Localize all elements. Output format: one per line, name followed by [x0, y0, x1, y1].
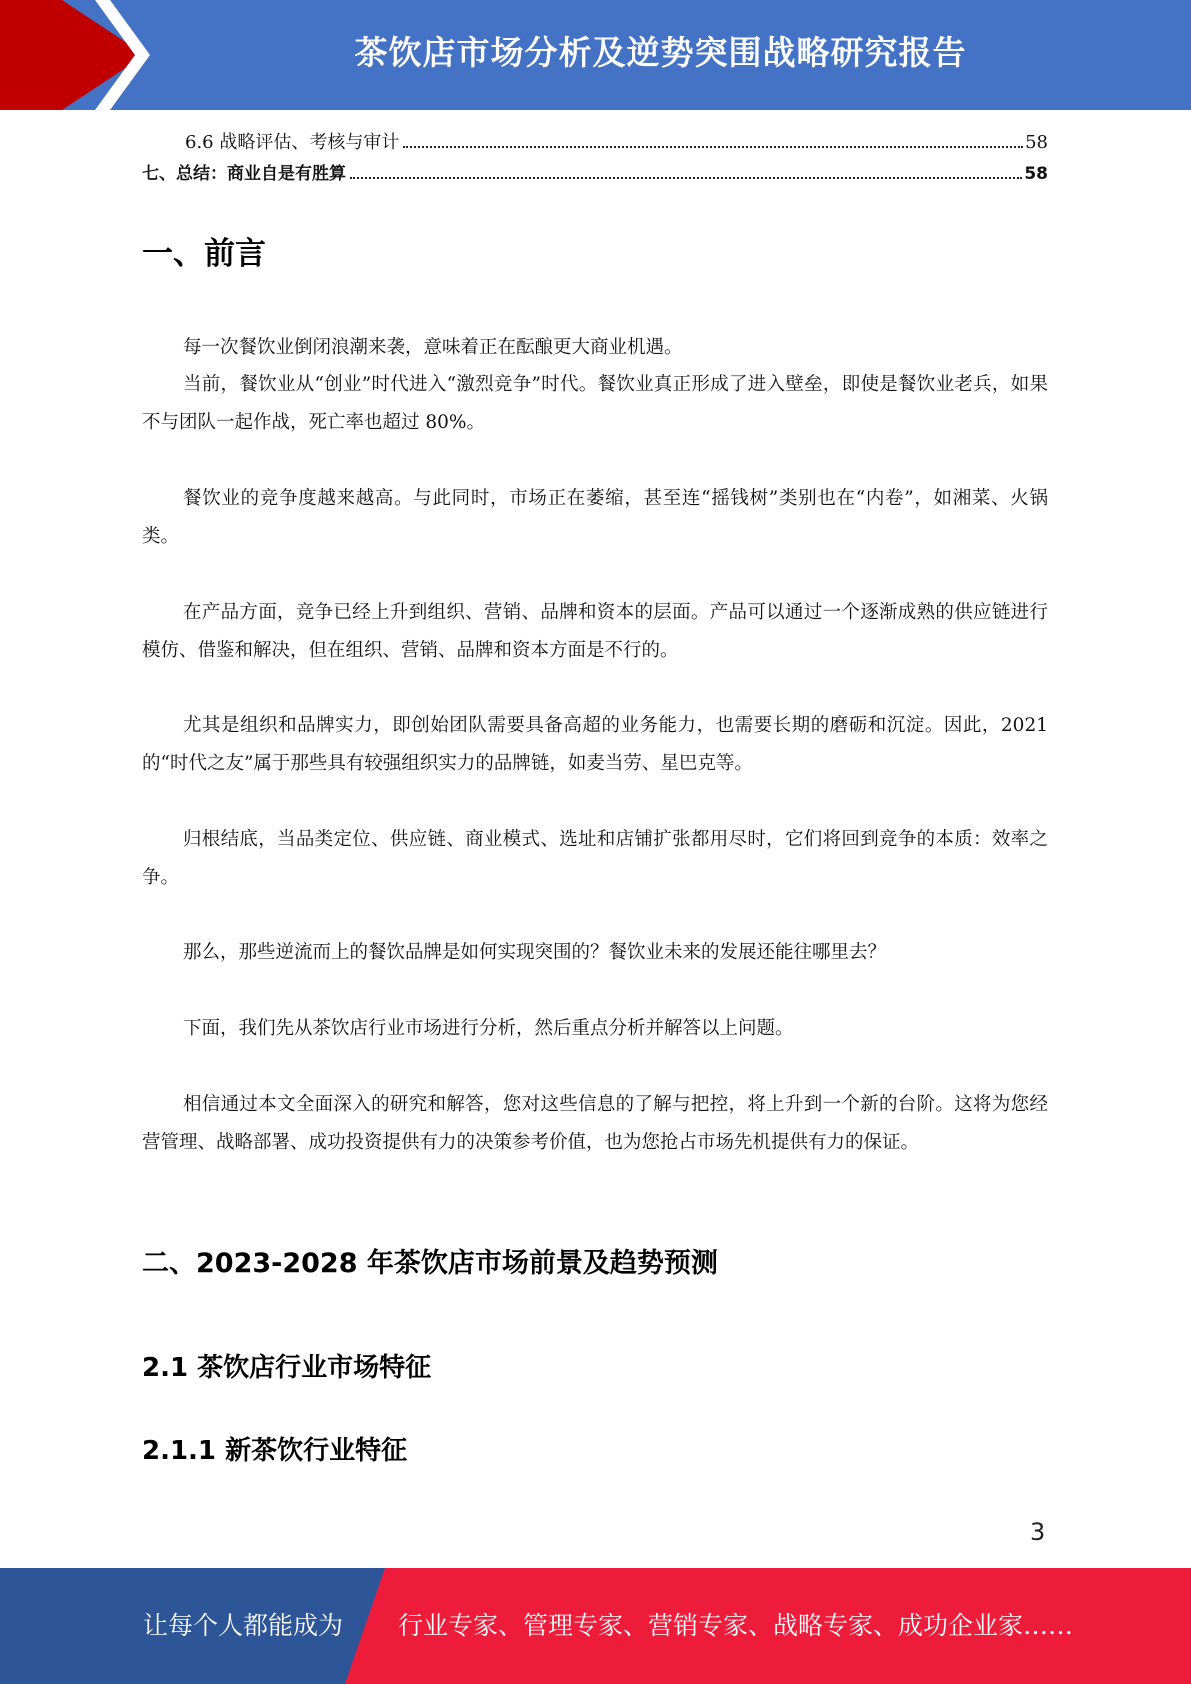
footer-banner: [0, 1568, 1191, 1684]
paragraph: 下面，我们先从茶饮店行业市场进行分析，然后重点分析并解答以上问题。: [183, 1018, 794, 1039]
report-title: 茶饮店市场分析及逆势突围战略研究报告: [354, 33, 967, 72]
paragraph: 当前，餐饮业从“创业”时代进入“激烈竞争”时代。餐饮业真正形成了进入壁垒，即使是餐饮业老兵，如果不与团队一起作战，死亡率也超过 80%。: [142, 374, 1048, 433]
footer-slogan-left: 让每个人都能成为: [143, 1611, 344, 1640]
toc-entry-label: 6.6 战略评估、考核与审计: [185, 132, 400, 153]
section-heading-preface: 一、前言: [142, 236, 266, 272]
paragraph: 餐饮业的竞争度越来越高。与此同时，市场正在萎缩，甚至连“摇钱树”类别也在“内卷”，如湘菜、火锅类。: [142, 488, 1048, 547]
subsection-heading-2-1: 2.1 茶饮店行业市场特征: [142, 1353, 432, 1383]
toc-entry[interactable]: [185, 130, 1048, 156]
toc-entry-label: 七、总结：商业自是有胜算: [142, 164, 346, 184]
paragraph: 尤其是组织和品牌实力，即创始团队需要具备高超的业务能力，也需要长期的磨砺和沉淀。因此，2021 的“时代之友”属于那些具有较强组织实力的品牌链，如麦当劳、星巴克等。: [142, 715, 1048, 774]
section-heading-2: 二、2023-2028 年茶饮店市场前景及趋势预测: [142, 1248, 718, 1279]
header-banner: [0, 0, 1191, 110]
toc-entry-page: 58: [1025, 132, 1048, 153]
subsection-heading-2-1-1: 2.1.1 新茶饮行业特征: [142, 1436, 408, 1466]
paragraph: 归根结底，当品类定位、供应链、商业模式、选址和店铺扩张都用尽时，它们将回到竞争的本质：效率之争。: [142, 829, 1048, 888]
paragraph: 相信通过本文全面深入的研究和解答，您对这些信息的了解与把控，将上升到一个新的台阶。这将为您经营管理、战略部署、成功投资提供有力的决策参考价值，也为您抢占市场先机提供有力的保证。: [142, 1094, 1048, 1153]
page-number: 3: [1030, 1518, 1046, 1546]
toc-entry-page: 58: [1024, 164, 1048, 184]
paragraph: 那么，那些逆流而上的餐饮品牌是如何实现突围的？餐饮业未来的发展还能往哪里去？: [183, 942, 887, 963]
paragraph: 每一次餐饮业倒闭浪潮来袭，意味着正在酝酿更大商业机遇。: [183, 337, 683, 358]
toc-entry[interactable]: [142, 161, 1048, 187]
toc-leader: [350, 177, 1022, 179]
paragraph: 在产品方面，竞争已经上升到组织、营销、品牌和资本的层面。产品可以通过一个逐渐成熟的供应链进行模仿、借鉴和解决，但在组织、营销、品牌和资本方面是不行的。: [142, 602, 1048, 661]
footer-slogan-right: 行业专家、管理专家、营销专家、战略专家、成功企业家……: [398, 1611, 1074, 1640]
toc-leader: [403, 146, 1023, 148]
